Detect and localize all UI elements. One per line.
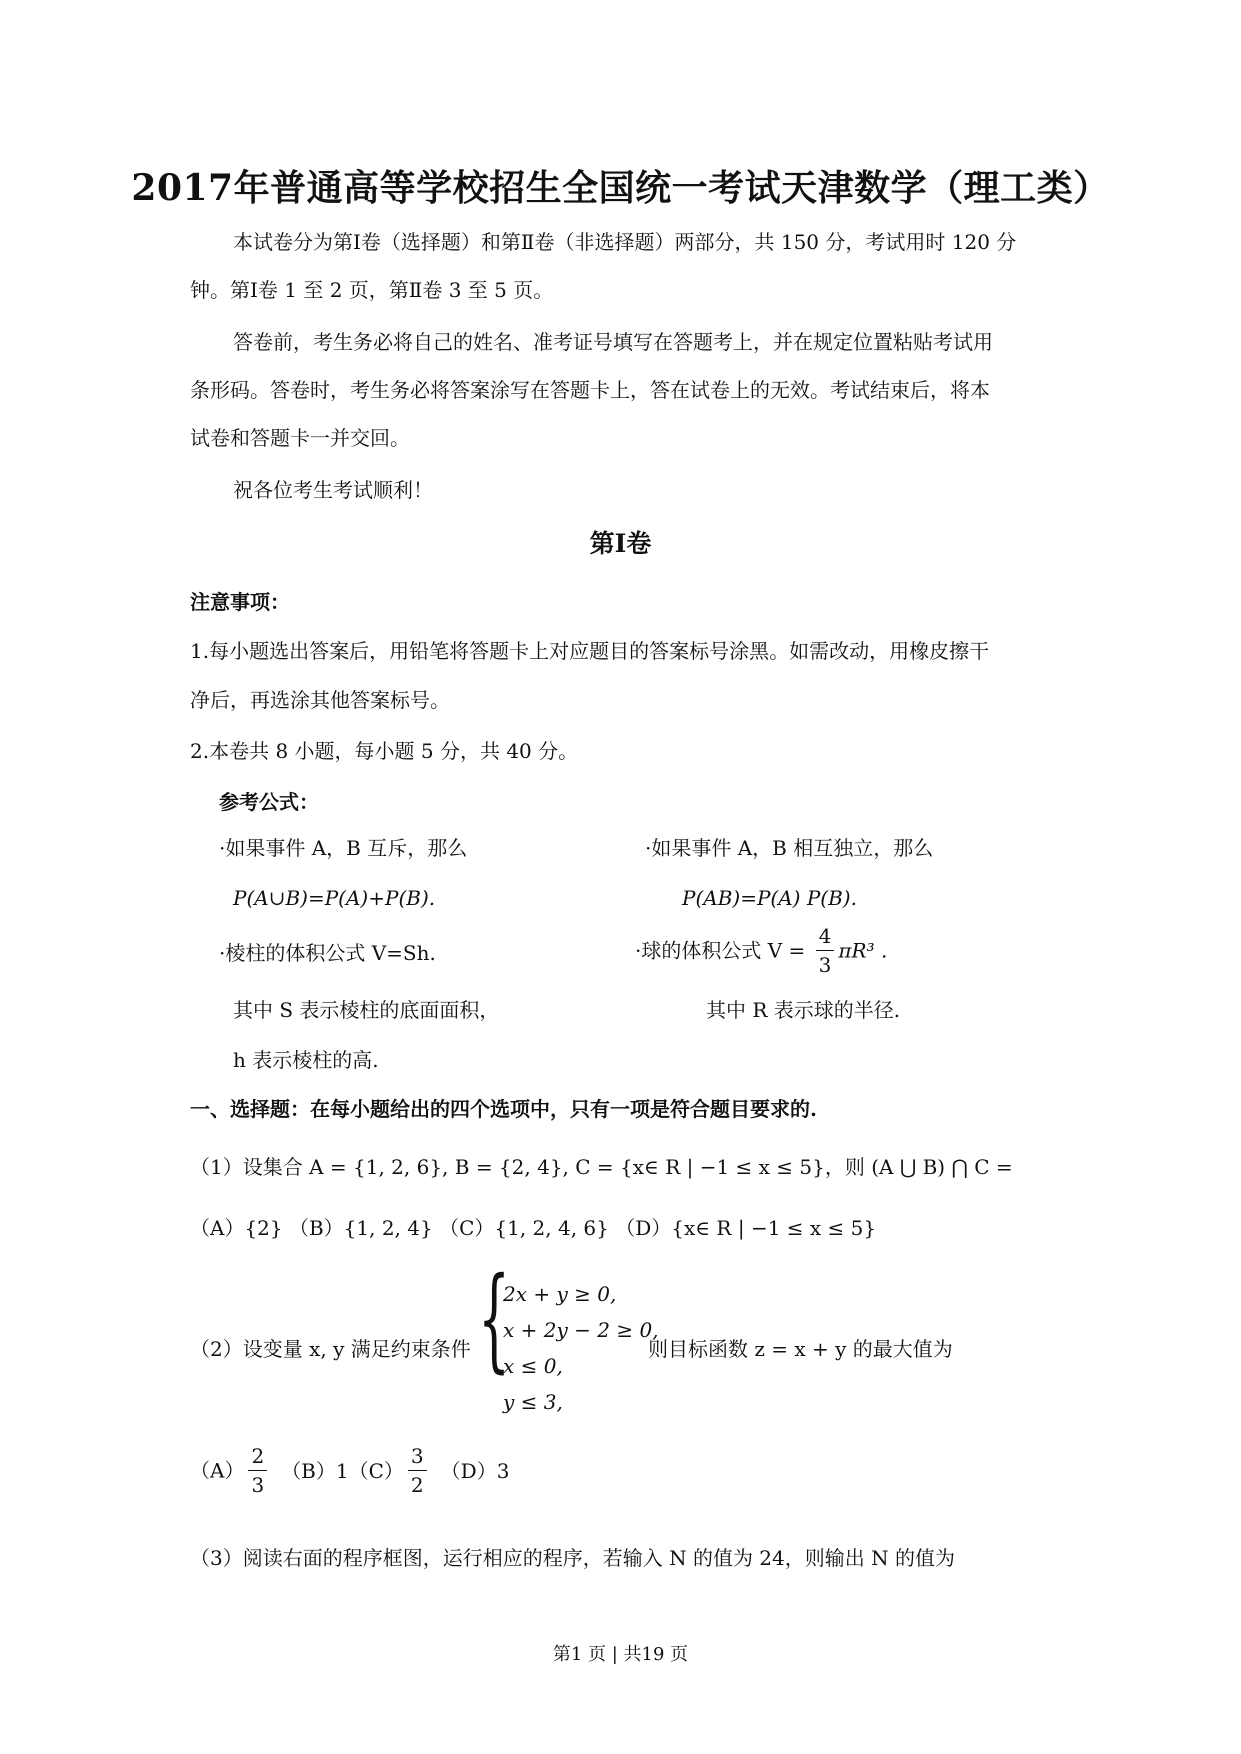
formula-right-3 [635, 924, 887, 977]
formulas-heading: 参考公式： [219, 790, 319, 814]
intro-paragraph-2-line-1: 答卷前，考生务必将自己的姓名、准考证号填写在答题考上，并在规定位置粘贴考试用 [233, 330, 993, 354]
constraint-2: x + 2y − 2 ≥ 0, [503, 1318, 659, 1342]
fraction-numerator: 2 [248, 1444, 267, 1471]
option-a-label: （A） [190, 1458, 245, 1483]
notes-item-1-line-2: 净后，再选涂其他答案标号。 [190, 688, 450, 712]
option-c-fraction [408, 1444, 427, 1497]
question-1-options: （A）{2} （B）{1, 2, 4} （C）{1, 2, 4, 6} （D）{x∈ R | −1 ≤ x ≤ 5} [190, 1216, 877, 1240]
fraction-numerator: 3 [408, 1444, 427, 1471]
page-footer: 第1 页 | 共19 页 [552, 1644, 689, 1665]
formula-right-2: P(AB)=P(A) P(B). [682, 886, 857, 910]
question-2-prefix: （2）设变量 x, y 满足约束条件 [190, 1337, 471, 1361]
intro-paragraph-1-line-2: 钟。第Ⅰ卷 1 至 2 页，第Ⅱ卷 3 至 5 页。 [190, 278, 554, 302]
question-1-stem: （1）设集合 A = {1, 2, 6}, B = {2, 4}, C = {x∈ R | −1 ≤ x ≤ 5}，则 (A ⋃ B) ⋂ C = [190, 1155, 1013, 1179]
intro-paragraph-2-line-2: 条形码。答卷时，考生务必将答案涂写在答题卡上，答在试卷上的无效。考试结束后，将本 [190, 378, 990, 402]
constraint-4: y ≤ 3, [503, 1390, 563, 1414]
formula-left-3: ·棱柱的体积公式 V=Sh. [219, 941, 436, 965]
fraction-denominator: 2 [410, 1473, 424, 1497]
sphere-volume-suffix: πR³ . [838, 938, 888, 963]
constraint-system [503, 1276, 659, 1420]
constraint-1: 2x + y ≥ 0, [503, 1282, 617, 1306]
part-1-heading: 一、选择题：在每小题给出的四个选项中，只有一项是符合题目要求的. [190, 1097, 817, 1121]
fraction-denominator: 3 [818, 953, 832, 977]
formula-right-1: ·如果事件 A，B 相互独立，那么 [645, 836, 934, 860]
formula-left-1: ·如果事件 A，B 互斥，那么 [219, 836, 468, 860]
page-title: 2017年普通高等学校招生全国统一考试天津数学（理工类） [131, 167, 1110, 209]
constraint-3: x ≤ 0, [503, 1354, 563, 1378]
formula-left-2: P(A∪B)=P(A)+P(B). [233, 886, 436, 910]
constraint-brace: { [478, 1254, 511, 1384]
question-3-stem: （3）阅读右面的程序框图，运行相应的程序，若输入 N 的值为 24，则输出 N 的值为 [190, 1546, 955, 1570]
notes-item-2: 2.本卷共 8 小题，每小题 5 分，共 40 分。 [190, 739, 579, 763]
sphere-volume-prefix: ·球的体积公式 V = [635, 938, 812, 963]
section-title: 第Ⅰ卷 [589, 529, 652, 558]
option-d-label: （D）3 [440, 1458, 510, 1483]
formula-right-4: 其中 R 表示球的半径. [706, 998, 901, 1022]
question-2-options [190, 1444, 509, 1497]
fraction-numerator: 4 [816, 924, 835, 951]
option-a-fraction [248, 1444, 267, 1497]
option-b-c-label: （B）1（C） [281, 1458, 404, 1483]
notes-item-1-line-1: 1.每小题选出答案后，用铅笔将答题卡上对应题目的答案标号涂黑。如需改动，用橡皮擦干 [190, 639, 990, 663]
fraction-denominator: 3 [251, 1473, 265, 1497]
intro-paragraph-1-line-1: 本试卷分为第Ⅰ卷（选择题）和第Ⅱ卷（非选择题）两部分，共 150 分，考试用时 120 分 [233, 230, 1017, 254]
question-2-suffix: 则目标函数 z = x + y 的最大值为 [648, 1337, 953, 1361]
intro-paragraph-2-line-3: 试卷和答题卡一并交回。 [190, 426, 410, 450]
notes-heading: 注意事项： [190, 590, 290, 614]
intro-paragraph-3: 祝各位考生考试顺利！ [233, 478, 433, 502]
sphere-volume-fraction [816, 924, 835, 977]
formula-left-4: 其中 S 表示棱柱的底面面积， [233, 998, 500, 1022]
formula-left-5: h 表示棱柱的高. [233, 1048, 379, 1072]
